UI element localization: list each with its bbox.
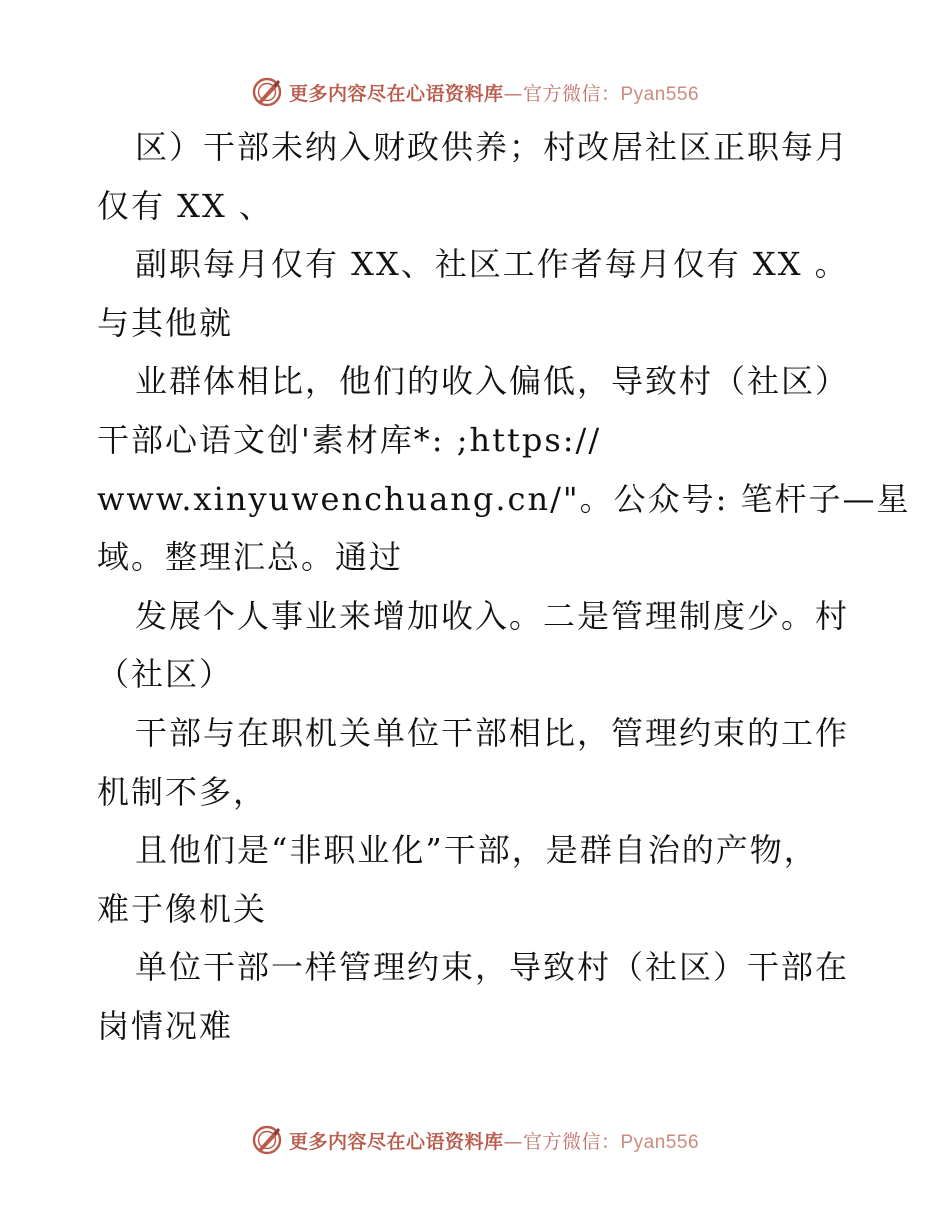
watermark-wechat-id: Pyan556: [620, 83, 700, 105]
text-line: 且他们是“非职业化”干部，是群自治的产物，: [135, 831, 818, 870]
watermark-separator: —: [503, 82, 523, 105]
text-line: 副职每月仅有 XX、社区工作者每月仅有 XX 。: [135, 245, 849, 284]
text-line: 仅有 XX 、: [97, 186, 273, 225]
watermark-wechat-label: 官方微信：: [522, 82, 621, 105]
watermark-main-text: 更多内容尽在心语资料库: [288, 1130, 504, 1153]
text-line: 区）干部未纳入财政供养；村改居社区正职每月: [135, 128, 850, 166]
text-line: 与其他就: [97, 303, 234, 342]
pen-seal-logo-icon: [251, 1124, 283, 1156]
text-line: 业群体相比，他们的收入偏低，导致村（社区）: [135, 362, 850, 401]
text-line: 单位干部一样管理约束，导致村（社区）干部在: [135, 948, 850, 987]
text-line: 域。整理汇总。通过: [97, 538, 404, 577]
text-line: 机制不多，: [97, 772, 268, 811]
text-line: www.xinyuwenchuang.cn/"。公众号: 笔杆子—星: [97, 479, 911, 518]
text-line: 发展个人事业来增加收入。二是管理制度少。村: [135, 596, 850, 635]
document-body: [97, 118, 911, 1056]
footer-watermark: [0, 1120, 950, 1160]
text-line: 岗情况难: [97, 1006, 234, 1045]
watermark-wechat-label: 官方微信：: [522, 1130, 621, 1153]
watermark-main-text: 更多内容尽在心语资料库: [288, 82, 504, 105]
watermark-separator: —: [503, 1130, 523, 1153]
watermark-wechat-id: Pyan556: [620, 1131, 700, 1153]
text-line: 难于像机关: [97, 889, 268, 928]
watermark-text: [289, 79, 699, 106]
pen-seal-logo-icon: [251, 76, 283, 108]
text-line: 干部心语文创'素材库*: ;https://: [97, 420, 602, 459]
watermark-text: [289, 1127, 699, 1154]
header-watermark: [0, 72, 950, 112]
text-line: 干部与在职机关单位干部相比，管理约束的工作: [135, 713, 850, 752]
text-line: （社区）: [97, 655, 234, 694]
